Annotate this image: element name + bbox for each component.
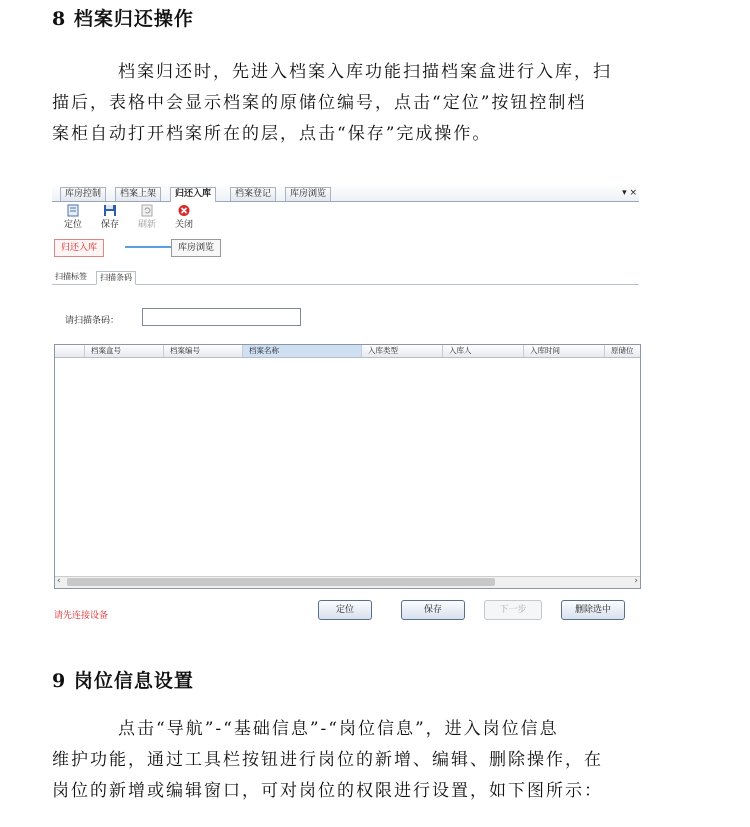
scan-barcode-label: 请扫描条码： (65, 316, 120, 326)
flow-step-warehouse-browse[interactable]: 库房浏览 (171, 239, 221, 257)
scroll-left-icon[interactable]: ‹ (57, 576, 61, 586)
scrollbar-thumb[interactable] (67, 578, 495, 586)
tab-archive-shelving[interactable]: 档案上架 (115, 187, 161, 201)
column-storage-type[interactable]: 入库类型 (361, 345, 442, 357)
status-message: 请先连接设备 (54, 611, 109, 621)
row-indicator-column (55, 345, 83, 357)
table-header (55, 345, 640, 358)
para-line: 档案归还时，先进入档案入库功能扫描档案盒进行入库，扫 (118, 62, 612, 82)
refresh-tool-button[interactable]: 刷新 (135, 204, 159, 230)
column-archive-number[interactable]: 档案编号 (163, 345, 242, 357)
close-icon (177, 204, 191, 217)
toolbar (52, 202, 639, 232)
para-line: 描后，表格中会显示档案的原储位编号，点击“定位”按钮控制档 (52, 93, 587, 113)
section-8-heading: 8 档案归还操作 (52, 8, 194, 30)
scan-subtabs (52, 271, 639, 285)
tab-warehouse-control[interactable]: 库房控制 (60, 187, 106, 201)
scroll-right-icon[interactable]: › (634, 576, 638, 586)
save-tool-button[interactable]: 保存 (98, 204, 122, 230)
tab-return-storage[interactable]: 归还入库 (170, 187, 216, 202)
column-box-number[interactable]: 档案盒号 (84, 345, 163, 357)
section-8-paragraph (52, 57, 712, 150)
flow-arrow-icon (125, 246, 173, 248)
locate-button[interactable]: 定位 (318, 600, 372, 620)
save-button[interactable]: 保存 (401, 600, 465, 620)
column-storage-person[interactable]: 入库人 (442, 345, 523, 357)
scan-barcode-input[interactable] (142, 308, 301, 326)
locate-tool-button[interactable]: 定位 (61, 204, 85, 230)
section-9-heading: 9 岗位信息设置 (52, 670, 194, 692)
subtab-scan-barcode[interactable]: 扫描条码 (96, 271, 136, 285)
flow-step-return-storage[interactable]: 归还入库 (54, 239, 104, 257)
archive-return-window (52, 182, 639, 627)
para-line: 维护功能，通过工具栏按钮进行岗位的新增、编辑、删除操作，在 (52, 750, 603, 770)
refresh-icon (140, 204, 154, 217)
para-line: 案柜自动打开档案所在的层，点击“保存”完成操作。 (52, 124, 492, 144)
column-original-location[interactable]: 原储位 (604, 345, 641, 357)
delete-selected-button[interactable]: 删除选中 (561, 600, 625, 620)
locate-icon (66, 204, 80, 217)
para-line: 点击“导航”-“基础信息”-“岗位信息”，进入岗位信息 (118, 719, 559, 739)
tab-warehouse-browse[interactable]: 库房浏览 (285, 187, 331, 201)
close-tool-button[interactable]: 关闭 (172, 204, 196, 230)
archive-table[interactable] (54, 344, 641, 589)
tab-menu-icon[interactable]: ▾ × (622, 188, 637, 198)
section-9-paragraph (52, 714, 712, 807)
subtab-scan-label[interactable]: 扫描标签 (55, 272, 87, 281)
tab-archive-register[interactable]: 档案登记 (230, 187, 276, 201)
module-tab-bar (52, 186, 639, 202)
para-line: 岗位的新增或编辑窗口，可对岗位的权限进行设置，如下图所示： (52, 781, 603, 801)
next-step-button[interactable]: 下一步 (484, 600, 542, 620)
column-archive-name[interactable]: 档案名称 (242, 345, 361, 357)
save-icon (103, 204, 117, 217)
column-storage-time[interactable]: 入库时间 (523, 345, 604, 357)
horizontal-scrollbar[interactable] (55, 576, 640, 588)
